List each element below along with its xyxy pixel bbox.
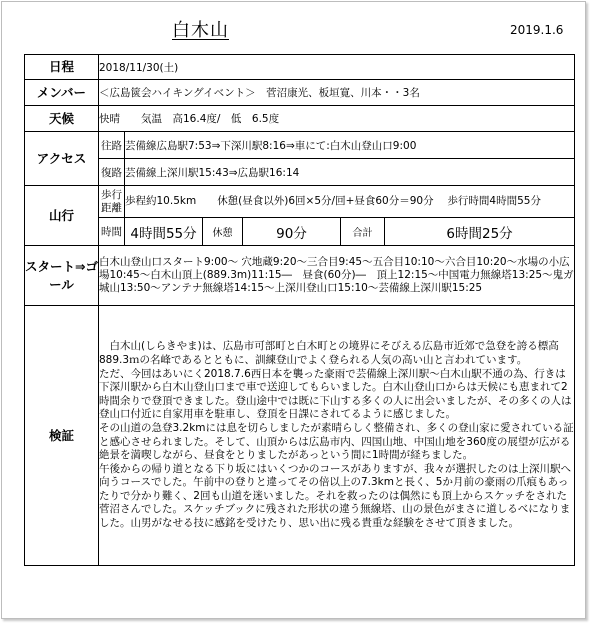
total-time-value: 6時間25分 [385,218,575,246]
weather-value: 快晴 気温 高16.4度/ 低 6.5度 [99,106,575,132]
verification-paragraph-2: ただ、今回はあいにく2018.7.6西日本を襲った豪雨で芸備線上深川駅～白木山駅不通の為、行きは下深川駅から白木山登山口まで車で送迎してもらいました。白木山登山口からは天候にも恵まれて2時間余りで登頂できました。登山途中では既に下山する多くの人に出会いましたが、その多くの人は登山口付近に自家用車を駐車し、登頂を日課にされてるように感じました。 [99,367,572,421]
schedule-label: 日程 [25,55,99,80]
hike-time-row [25,218,575,246]
hiking-report-table [24,54,575,566]
rest-time-value: 90分 [243,218,341,246]
weather-row [25,106,575,132]
distance-value: 歩程約10.5km 休憩(昼食以外)6回×5分/回+昼食60分＝90分 歩行時間4時間55分 [125,186,575,218]
walking-time-value: 4時間55分 [125,218,203,246]
route-value: 白木山登山口スタート9:00～ 穴地蔵9:20～三合目9:45～五合目10:10～六合目10:20～水場の小広場10:45～白木山頂上(889.3m)11:15― 昼食(60分)― 頂上12:15～中国電力無線塔13:25～鬼ガ城山13:50～アンテナ無線塔14:15～上深川登山口15:10～芸備線上深川駅15:25 [99,246,575,306]
weather-label: 天候 [25,106,99,132]
outbound-label: 往路 [99,132,125,159]
access-label: アクセス [25,132,99,186]
members-label: メンバー [25,80,99,106]
total-label: 合計 [341,218,385,246]
distance-label: 歩行距離 [99,186,125,218]
schedule-value: 2018/11/30(土) [99,55,575,80]
route-row [25,246,575,306]
hike-label: 山行 [25,186,99,246]
page-title: 白木山 [172,20,229,41]
verification-label: 検証 [25,306,99,566]
outbound-route: 芸備線広島駅7:53⇒下深川駅8:16⇒車にて:白木山登山口9:00 [125,132,575,159]
time-label: 時間 [99,218,125,246]
verification-row [25,306,575,566]
verification-text [99,306,575,566]
members-row [25,80,575,106]
access-outbound-row [25,132,575,159]
schedule-row [25,55,575,80]
members-value: ＜広島篋会ハイキングイベント＞ 菅沼康光、板垣寛、川本・・3名 [99,80,575,106]
verification-paragraph-3: その山道の急登3.2kmには息を切らしましたが素晴らしく整備され、多くの登山家に愛されている証と感心させられました。そして、山頂からは広島市内、四国山地、中国山地を360度の展望が広がる絶景を満喫しながら、昼食をとりましたがあっという間に1時間が経ちました。 [99,421,574,462]
verification-paragraph-1: 白木山(しらきやま)は、広島市可部町と白木町との境界にそびえる広島市近郊で急登を誇る標高889.3ｍの名峰であるとともに、訓練登山でよく登られる人気の高い山と言われています。 [99,340,559,366]
return-route: 芸備線上深川駅15:43⇒広島駅16:14 [125,159,575,186]
rest-label: 休憩 [203,218,243,246]
report-date: 2019.1.6 [510,23,564,37]
verification-paragraph-4: 午後からの帰り道となる下り坂にはいくつかのコースがありますが、我々が選択したのは上深川駅へ向うコースでした。午前中の登りと違ってその倍以上の7.3kmと長く、5か月前の豪雨の爪痕もあったりで分かり難く、2回も山道を迷いました。それを救ったのは偶然にも頂上からスケッチをされた菅沼さんでした。スケッチブックに残された形状の違う無線塔、山の景色がまさに道しるべになりました。山男がなせる技に感銘を受けたり、思い出に残る貴重な経験をさせて頂きました。 [99,462,571,530]
access-return-row [25,159,575,186]
hike-distance-row [25,186,575,218]
route-label: スタート⇒ゴール [25,246,99,306]
return-label: 復路 [99,159,125,186]
document-frame [1,1,586,619]
